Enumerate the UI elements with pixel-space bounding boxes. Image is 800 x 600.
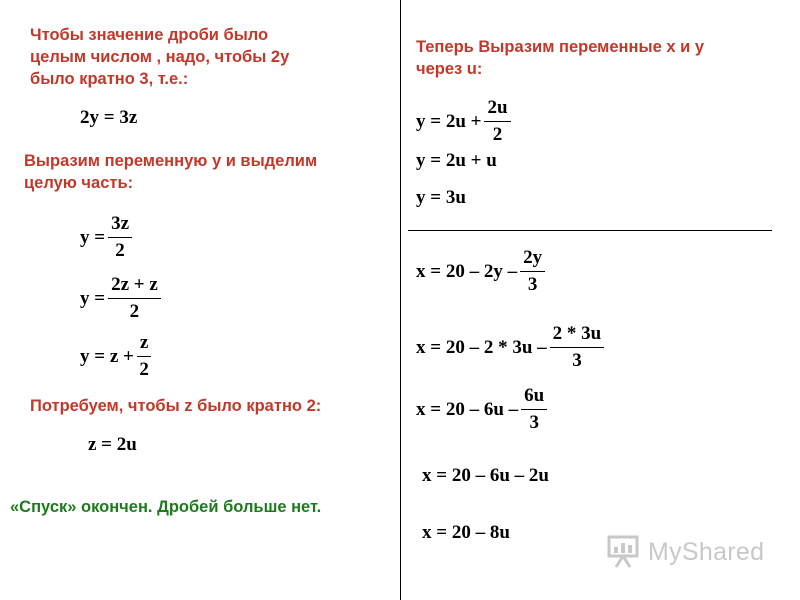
right-equation-5: x = 20 – 2 * 3u – $\frac{2 * 3u}{3}$ (416, 322, 607, 373)
left-equation-3: y = $\frac{2z + z}{2}$ (80, 273, 164, 324)
right-equation-4: x = 20 – 2y – $\frac{2y}{3}$ (416, 246, 548, 297)
fraction: $\frac{2y}{3}$ (520, 246, 545, 297)
left-equation-5: z = 2u (88, 434, 137, 455)
logo-text: MyShared (648, 537, 765, 566)
right-text-express: Теперь Выразим переменные х и у через u: (416, 38, 704, 78)
right-equation-8: x = 20 – 8u (422, 522, 510, 543)
fraction: $\frac{z}{2}$ (137, 331, 151, 382)
right-equation-6: x = 20 – 6u – $\frac{6u}{3}$ (416, 384, 550, 435)
fraction: $\frac{2u}{2}$ (484, 96, 510, 147)
myshared-logo (606, 535, 764, 569)
left-text-express: Выразим переменную у и выделим целую часть: (24, 152, 318, 192)
fraction: $\frac{3z}{2}$ (108, 212, 132, 263)
left-equation-2: y = $\frac{3z}{2}$ (80, 212, 135, 263)
fraction: $\frac{6u}{3}$ (521, 384, 547, 435)
left-equation-4: y = z + $\frac{z}{2}$ (80, 331, 154, 382)
right-divider-horizontal (408, 230, 772, 231)
right-equation-2: y = 2u + u (416, 150, 497, 171)
left-text-condition: Чтобы значение дроби было целым числом , надо, чтобы 2у было кратно 3, т.е.: (30, 26, 290, 88)
right-equation-1: y = 2u + $\frac{2u}{2}$ (416, 96, 514, 147)
right-equation-7: x = 20 – 6u – 2u (422, 465, 549, 486)
fraction: $\frac{2 * 3u}{3}$ (550, 322, 605, 373)
left-text-require: Потребуем, чтобы z было кратно 2: (30, 397, 322, 415)
right-equation-3: y = 3u (416, 187, 466, 208)
column-divider-vertical (400, 0, 401, 600)
presentation-board-icon (606, 535, 642, 569)
left-equation-1: 2y = 3z (80, 107, 138, 128)
left-text-conclusion: «Спуск» окончен. Дробей больше нет. (10, 498, 322, 516)
fraction: $\frac{2z + z}{2}$ (108, 273, 161, 324)
